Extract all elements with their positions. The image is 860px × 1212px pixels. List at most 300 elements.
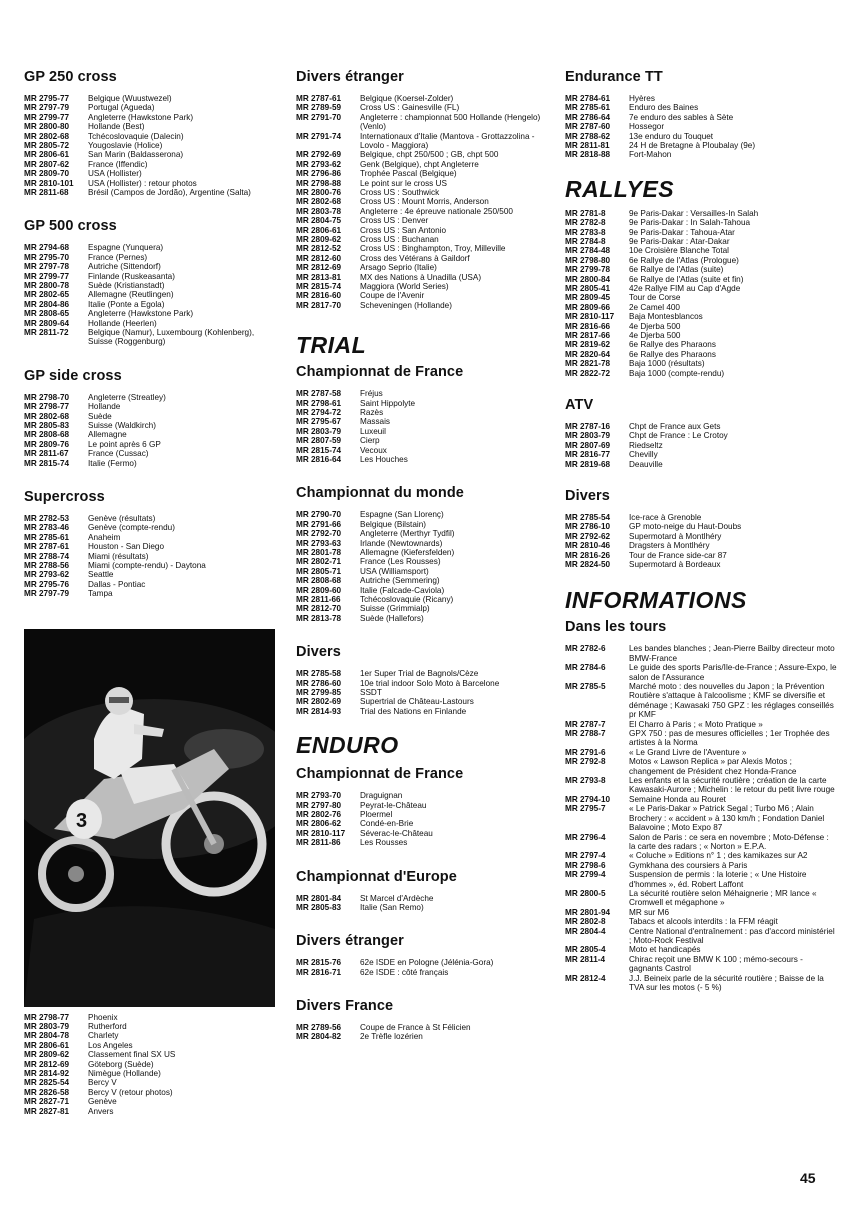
article-title: Tabacs et alcools interdits : la FFM réagit	[629, 917, 778, 927]
supercross-photo	[24, 629, 275, 1007]
list-item	[296, 113, 548, 132]
issue-reference: MR 2793-63	[296, 538, 342, 548]
section	[296, 934, 548, 977]
section	[565, 70, 837, 160]
list-item	[24, 94, 276, 103]
article-title: 6e Rallye de l'Atlas (Prologue)	[629, 255, 739, 265]
issue-reference: MR 2803-79	[24, 1022, 70, 1031]
article-title: Vecoux	[360, 445, 387, 455]
list-item	[565, 541, 837, 550]
article-title: Chpt de France aux Gets	[629, 422, 721, 432]
issue-reference: MR 2794-10	[565, 794, 611, 804]
issue-reference: MR 2791-74	[296, 131, 342, 141]
issue-reference: MR 2814-93	[296, 706, 342, 716]
list-item	[296, 838, 548, 847]
article-title: Riedseltz	[629, 440, 663, 450]
list-item	[565, 431, 837, 440]
article-title: Les Rousses	[360, 838, 408, 848]
list-item	[296, 263, 548, 272]
article-title: Massais	[360, 417, 391, 427]
issue-reference: MR 2819-62	[565, 340, 611, 350]
issue-reference: MR 2792-69	[296, 150, 342, 160]
list-item	[296, 586, 548, 595]
issue-reference: MR 2798-80	[565, 255, 611, 265]
issue-reference: MR 2803-79	[565, 431, 611, 441]
motocross-rider-image	[24, 629, 275, 1007]
list-item	[24, 412, 276, 421]
list-item	[296, 669, 548, 678]
article-title: Deauville	[629, 459, 663, 469]
entry-list	[24, 393, 276, 468]
article-title: Suspension de permis : la loterie ; « Une Histoire d'hommes », éd. Robert Laffont	[629, 870, 807, 889]
list-item	[296, 801, 548, 810]
issue-reference: MR 2799-85	[296, 688, 342, 698]
list-item	[296, 160, 548, 169]
list-item	[296, 197, 548, 206]
article-title: Saint Hippolyte	[360, 398, 416, 408]
section-heading: Divers	[565, 488, 610, 505]
issue-reference: MR 2809-76	[24, 439, 70, 449]
issue-reference: MR 2800-5	[565, 888, 606, 898]
list-item	[24, 169, 276, 178]
article-title: 9e Paris-Dakar : In Salah-Tahoua	[629, 218, 751, 228]
list-item	[296, 207, 548, 216]
issue-reference: MR 2796-86	[296, 169, 342, 179]
article-title: 7e enduro des sables à Sète	[629, 112, 734, 122]
list-item	[24, 1069, 276, 1078]
article-title: Cross des Vétérans à Gaildorf	[360, 253, 470, 263]
list-item	[296, 188, 548, 197]
article-title: USA (Hollister) : retour photos	[88, 178, 197, 188]
issue-reference: MR 2808-68	[296, 576, 342, 586]
section	[565, 589, 837, 612]
list-item	[565, 644, 837, 663]
issue-reference: MR 2809-66	[565, 302, 611, 312]
section-heading: Divers étranger	[296, 933, 404, 950]
issue-reference: MR 2813-78	[296, 613, 342, 623]
list-item	[296, 604, 548, 613]
list-item	[296, 791, 548, 800]
list-item	[565, 917, 837, 926]
list-item	[296, 529, 548, 538]
article-title: Coupe de France à St Félicien	[360, 1023, 471, 1033]
list-item	[565, 450, 837, 459]
issue-reference: MR 2787-61	[24, 542, 70, 552]
list-item	[24, 561, 276, 570]
issue-reference: MR 2795-70	[24, 252, 70, 262]
issue-reference: MR 2804-78	[24, 1031, 70, 1041]
article-title: Suède	[88, 411, 112, 421]
issue-reference: MR 2791-66	[296, 519, 342, 529]
list-item	[24, 103, 276, 112]
list-item	[565, 663, 837, 682]
list-item	[24, 160, 276, 169]
article-title: Ploermel	[360, 810, 393, 819]
list-item	[565, 776, 837, 795]
list-item	[24, 309, 276, 318]
bike-number-plate: 3	[76, 809, 88, 832]
article-title: 9e Paris-Dakar : Atar-Dakar	[629, 237, 730, 246]
issue-reference: MR 2808-65	[24, 309, 70, 319]
section	[296, 645, 548, 716]
entry-list	[565, 94, 837, 160]
list-item	[565, 113, 837, 122]
article-title: Chpt de France : Le Crotoy	[629, 431, 728, 441]
article-title: Tchécoslovaquie (Dalecin)	[88, 131, 184, 141]
issue-reference: MR 2785-5	[565, 682, 606, 691]
list-item	[565, 560, 837, 569]
entry-list	[565, 644, 837, 992]
list-item	[24, 1097, 276, 1106]
list-item	[296, 244, 548, 253]
issue-reference: MR 2799-4	[565, 870, 606, 880]
issue-reference: MR 2815-74	[296, 445, 342, 455]
article-title: Marché moto : des nouvelles du Japon ; la Prévention Routière s'attaque à l'alcoolisme ; KMF se diversifie et déménage ; Kawasaki 750 GPZ : les réglages conseillés pr KMF	[629, 682, 834, 720]
issue-reference: MR 2798-77	[24, 1012, 70, 1022]
issue-reference: MR 2785-61	[565, 103, 611, 113]
issue-reference: MR 2798-77	[24, 402, 70, 412]
issue-reference: MR 2800-78	[24, 280, 70, 290]
list-item	[24, 1078, 276, 1087]
list-item	[565, 720, 837, 729]
list-item	[296, 399, 548, 408]
article-title: Les enfants et la sécurité routière ; création de la carte Kawasaki-Aurore ; Michelin : le retour du petit livre rouge	[629, 776, 835, 795]
list-item	[296, 679, 548, 688]
article-title: Suisse (Waldkirch)	[88, 420, 156, 430]
article-title: Charlety	[88, 1031, 119, 1041]
entry-list	[24, 94, 276, 197]
article-title: SSDT	[360, 688, 382, 698]
issue-reference: MR 2798-70	[24, 392, 70, 402]
article-title: 2e Trèfle lozérien	[360, 1032, 423, 1042]
article-title: Bercy V	[88, 1078, 117, 1088]
article-title: Moto et handicapés	[629, 945, 701, 955]
article-title: 62e ISDE en Pologne (Jélénia-Gora)	[360, 958, 494, 968]
section-heading: Championnat du monde	[296, 485, 464, 502]
list-item	[24, 253, 276, 262]
issue-reference: MR 2826-58	[24, 1087, 70, 1097]
issue-reference: MR 2784-8	[565, 237, 606, 246]
article-title: Hollande (Best)	[88, 122, 145, 132]
issue-reference: MR 2784-48	[565, 246, 611, 256]
issue-reference: MR 2795-7	[565, 804, 606, 814]
article-title: Les Houches	[360, 455, 408, 465]
list-item	[565, 218, 837, 227]
article-title: El Charro à Paris ; « Moto Pratique »	[629, 719, 763, 729]
issue-reference: MR 2811-86	[296, 838, 341, 848]
list-item	[565, 141, 837, 150]
article-title: Fréjus	[360, 389, 383, 399]
column-1	[24, 70, 276, 1116]
entry-list	[24, 1013, 276, 1116]
issue-reference: MR 2816-64	[296, 455, 342, 465]
list-item	[24, 1060, 276, 1069]
article-title: Cross US : Denver	[360, 216, 429, 226]
article-title: Anaheim	[88, 532, 121, 542]
issue-reference: MR 2784-61	[565, 93, 611, 103]
issue-reference: MR 2792-8	[565, 757, 606, 767]
article-title: 2e Camel 400	[629, 302, 680, 312]
list-item	[565, 209, 837, 218]
article-title: Houston - San Diego	[88, 542, 165, 552]
article-title: Espagne (San Llorenç)	[360, 510, 444, 520]
article-title: Angleterre : championnat 500 Hollande (Hengelo) (Venlo)	[360, 112, 541, 132]
issue-reference: MR 2805-71	[296, 566, 342, 576]
article-title: Genève (résultats)	[88, 513, 156, 523]
list-item	[565, 682, 837, 720]
article-title: Belgique (Bilstain)	[360, 519, 426, 529]
list-item	[24, 570, 276, 579]
section-heading: ENDURO	[296, 732, 399, 759]
section	[565, 175, 837, 378]
issue-reference: MR 2789-56	[296, 1023, 342, 1033]
article-title: Cross US : Gainesville (FL)	[360, 103, 460, 113]
issue-reference: MR 2785-54	[565, 513, 611, 522]
issue-reference: MR 2811-67	[24, 449, 69, 459]
article-title: MX des Nations à Unadilla (USA)	[360, 272, 482, 282]
issue-reference: MR 2784-6	[565, 663, 606, 673]
article-title: Hyères	[629, 93, 655, 103]
article-title: Trophée Pascal (Belgique)	[360, 169, 457, 179]
issue-reference: MR 2791-70	[296, 112, 342, 122]
issue-reference: MR 2797-4	[565, 851, 606, 861]
issue-reference: MR 2800-84	[565, 274, 611, 284]
list-item	[296, 282, 548, 291]
list-item	[296, 614, 548, 623]
article-title: 6e Rallye de l'Atlas (suite)	[629, 265, 724, 275]
issue-reference: MR 2806-61	[24, 150, 70, 160]
list-item	[296, 254, 548, 263]
issue-reference: MR 2811-81	[565, 140, 610, 150]
list-item	[565, 870, 837, 889]
list-item	[565, 350, 837, 359]
entry-list	[296, 389, 548, 464]
list-item	[565, 322, 837, 331]
section	[565, 620, 837, 992]
section	[296, 734, 548, 757]
issue-reference: MR 2804-82	[296, 1032, 342, 1042]
entry-list	[296, 1023, 548, 1042]
issue-reference: MR 2825-54	[24, 1078, 70, 1088]
list-item	[296, 510, 548, 519]
article-title: Italie (Falcade-Caviola)	[360, 585, 445, 595]
article-title: Los Angeles	[88, 1040, 133, 1050]
issue-reference: MR 2787-61	[296, 93, 342, 103]
article-title: Allemagne (Reutlingen)	[88, 290, 174, 300]
issue-reference: MR 2810-101	[24, 178, 74, 188]
issue-reference: MR 2811-4	[565, 954, 606, 964]
article-title: Motos « Lawson Replica » par Alexis Motos ; changement de Président chez Honda-France	[629, 757, 797, 776]
article-title: Razès	[360, 408, 384, 418]
section	[296, 70, 548, 310]
issue-reference: MR 2793-8	[565, 776, 606, 786]
entry-list	[296, 669, 548, 716]
article-title: Le point après 6 GP	[88, 439, 161, 449]
issue-reference: MR 2809-62	[296, 235, 342, 245]
section-heading: Supercross	[24, 489, 105, 505]
list-item	[296, 94, 548, 103]
issue-reference: MR 2805-41	[565, 284, 611, 294]
article-title: J.J. Beineix parle de la sécurité routière ; Baisse de la TVA sur les motos (- 5 %)	[629, 973, 824, 992]
list-item	[565, 331, 837, 340]
issue-reference: MR 2804-86	[24, 299, 70, 309]
article-title: Salon de Paris : ce sera en novembre ; Moto-Défense : la carte des radars ; « Norton » E.P.A.	[629, 832, 829, 851]
list-item	[565, 441, 837, 450]
issue-reference: MR 2794-72	[296, 408, 342, 418]
issue-reference: MR 2805-4	[565, 945, 606, 955]
issue-reference: MR 2792-70	[296, 529, 342, 539]
article-title: Les bandes blanches ; Jean-Pierre Bailby directeur moto BMW-France	[629, 644, 835, 663]
list-item	[24, 272, 276, 281]
issue-reference: MR 2807-59	[296, 436, 342, 446]
list-item	[565, 460, 837, 469]
article-title: GPX 750 : pas de mesures officielles ; 1er Trophée des artistes à la Norma	[629, 729, 830, 748]
article-title: Peyrat-le-Château	[360, 800, 427, 810]
article-title: 1er Super Trial de Bagnols/Cèze	[360, 669, 479, 679]
article-title: Cross US : Binghampton, Troy, Milleville	[360, 244, 506, 254]
list-item	[296, 103, 548, 112]
list-item	[565, 955, 837, 974]
article-title: Angleterre (Merthyr Tydfil)	[360, 529, 455, 539]
list-item	[24, 523, 276, 532]
section-heading: TRIAL	[296, 332, 367, 359]
issue-reference: MR 2811-66	[296, 595, 341, 605]
section	[296, 334, 548, 357]
list-item	[296, 829, 548, 838]
article-title: Suède (Kristianstadt)	[88, 280, 165, 290]
list-item	[565, 974, 837, 993]
article-title: Draguignan	[360, 791, 403, 801]
entry-list	[296, 894, 548, 913]
issue-reference: MR 2802-8	[565, 917, 606, 927]
list-item	[296, 968, 548, 977]
article-title: Portugal (Agueda)	[88, 103, 155, 113]
section	[24, 369, 276, 468]
issue-reference: MR 2805-72	[24, 140, 70, 150]
article-title: Suède (Hallefors)	[360, 613, 424, 623]
article-title: Dallas - Pontiac	[88, 579, 146, 589]
article-title: Allemagne	[88, 430, 127, 440]
issue-reference: MR 2801-84	[296, 893, 342, 903]
list-item	[296, 427, 548, 436]
list-item	[565, 748, 837, 757]
list-item	[24, 580, 276, 589]
list-item	[565, 889, 837, 908]
issue-reference: MR 2802-69	[296, 697, 342, 707]
article-title: Anvers	[88, 1106, 114, 1116]
article-title: Rutherford	[88, 1022, 127, 1031]
issue-reference: MR 2798-6	[565, 860, 606, 870]
issue-reference: MR 2806-62	[296, 819, 342, 829]
list-item	[296, 810, 548, 819]
list-item	[24, 402, 276, 411]
list-item	[296, 446, 548, 455]
issue-reference: MR 2816-66	[565, 321, 611, 331]
article-title: « Le Grand Livre de l'Aventure »	[629, 747, 747, 757]
article-title: Autriche (Sittendorf)	[88, 262, 161, 272]
issue-reference: MR 2787-58	[296, 389, 342, 399]
list-item	[24, 1031, 276, 1040]
list-item	[296, 408, 548, 417]
list-item	[565, 422, 837, 431]
issue-reference: MR 2815-74	[296, 282, 342, 292]
article-title: Le guide des sports Paris/Ile-de-France ; Assure-Expo, le salon de l'Assurance	[629, 663, 837, 682]
issue-reference: MR 2793-62	[296, 159, 342, 169]
issue-reference: MR 2788-56	[24, 560, 70, 570]
list-item	[296, 697, 548, 706]
issue-reference: MR 2808-68	[24, 430, 70, 440]
issue-reference: MR 2814-92	[24, 1069, 70, 1079]
issue-reference: MR 2799-77	[24, 112, 70, 122]
list-item	[565, 265, 837, 274]
section	[24, 70, 276, 197]
section	[24, 490, 276, 599]
list-item	[565, 246, 837, 255]
list-item	[565, 150, 837, 159]
list-item	[296, 1023, 548, 1032]
list-item	[296, 150, 548, 159]
issue-reference: MR 2817-66	[565, 331, 611, 341]
list-item	[296, 169, 548, 178]
issue-reference: MR 2824-50	[565, 560, 611, 570]
article-title: Göteborg (Suède)	[88, 1059, 154, 1069]
article-title: Hollande	[88, 402, 121, 412]
list-item	[24, 440, 276, 449]
list-item	[296, 273, 548, 282]
list-item	[565, 256, 837, 265]
page-number: 45	[800, 1170, 816, 1186]
article-title: Séverac-le-Château	[360, 828, 433, 838]
article-title: Maggiora (World Series)	[360, 282, 449, 292]
issue-reference: MR 2798-88	[296, 178, 342, 188]
article-title: Internationaux d'Italie (Mantova - Grottazzolina - Lovolo - Maggiora)	[360, 131, 535, 150]
issue-reference: MR 2798-61	[296, 398, 342, 408]
issue-reference: MR 2827-81	[24, 1106, 70, 1116]
article-title: Irlande (Newtownards)	[360, 538, 443, 548]
article-title: Autriche (Semmering)	[360, 576, 440, 586]
issue-reference: MR 2820-64	[565, 349, 611, 359]
article-title: Bercy V (retour photos)	[88, 1087, 173, 1097]
issue-reference: MR 2818-88	[565, 150, 611, 160]
article-title: Belgique (Wuustwezel)	[88, 93, 172, 103]
issue-reference: MR 2803-78	[296, 206, 342, 216]
article-title: Tampa	[88, 589, 113, 599]
list-item	[565, 551, 837, 560]
article-title: « Le Paris-Dakar » Patrick Segal ; Turbo M6 ; Alain Brochery : « accident » à 130 km/h ; Fondation Daniel Balavoine ; Moto Expo 87	[629, 804, 825, 833]
list-item	[565, 293, 837, 302]
list-item	[565, 94, 837, 103]
issue-reference: MR 2806-61	[296, 225, 342, 235]
section-heading: Championnat de France	[296, 364, 464, 381]
list-item	[565, 275, 837, 284]
article-title: Cierp	[360, 436, 380, 446]
article-title: Seattle	[88, 570, 114, 580]
section	[565, 398, 837, 469]
issue-reference: MR 2809-64	[24, 318, 70, 328]
list-item	[565, 729, 837, 748]
issue-reference: MR 2786-10	[565, 522, 611, 532]
article-title: Condé-en-Brie	[360, 819, 414, 829]
issue-reference: MR 2812-52	[296, 244, 342, 254]
list-item	[296, 576, 548, 585]
article-title: Baja 1000 (résultats)	[629, 359, 705, 369]
list-item	[296, 291, 548, 300]
list-item	[24, 1050, 276, 1059]
list-item	[24, 113, 276, 122]
section-heading: INFORMATIONS	[565, 587, 747, 614]
issue-reference: MR 2787-60	[565, 122, 611, 132]
article-title: Italie (Ponte a Egola)	[88, 299, 165, 309]
